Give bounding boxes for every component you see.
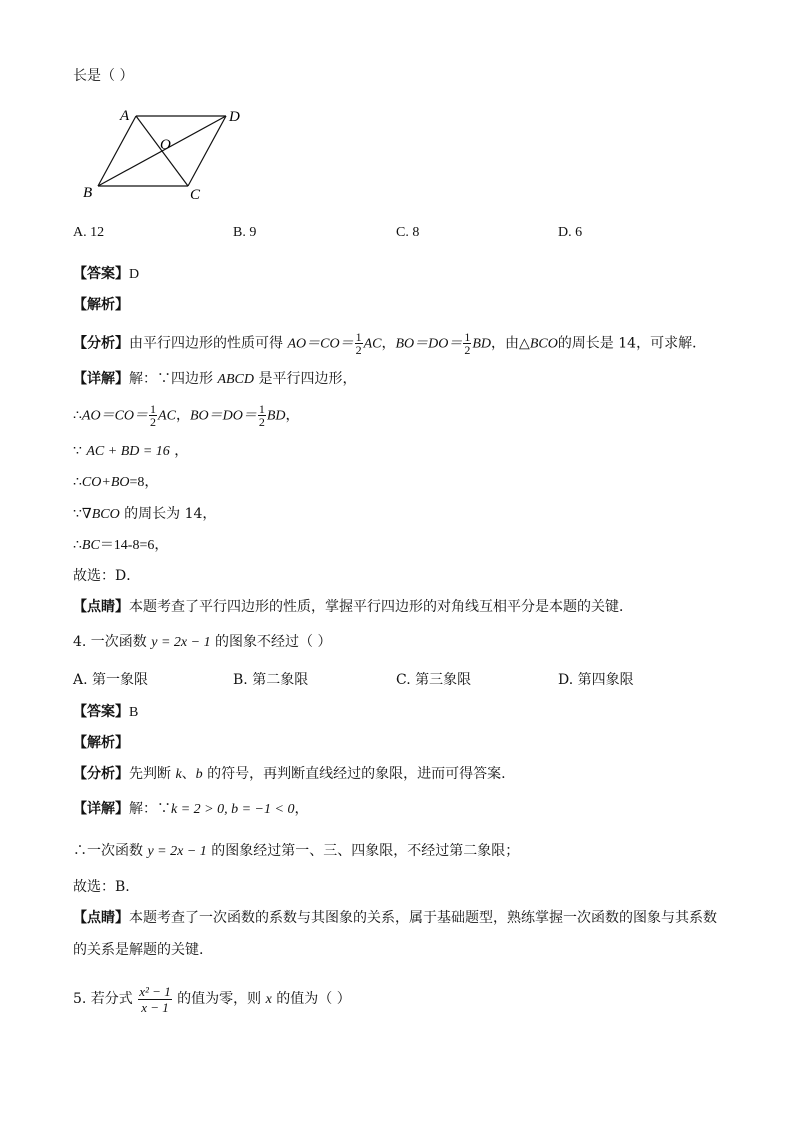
q3-option-d: D. 6 [558, 225, 583, 240]
q4-choose: 故选：B. [73, 879, 130, 895]
q3-choose: 故选：D． [73, 568, 141, 584]
q4-option-c: C. 第三象限 [396, 672, 472, 688]
q3-answer: 【答案】D [73, 266, 140, 282]
q4-fenxi: 【分析】先判断 k、b 的符号，再判断直线经过的象限，进而可得答案. [73, 766, 506, 782]
q4-dianjing-line2: 的关系是解题的关键. [73, 942, 204, 958]
parallelogram-figure [78, 100, 258, 208]
q4-dianjing-line1: 【点睛】本题考查了一次函数的系数与其图象的关系，属于基础题型，熟练掌握一次函数的图象与其系数 [73, 910, 717, 926]
q3-dianjing: 【点睛】本题考查了平行四边形的性质，掌握平行四边形的对角线互相平分是本题的关键． [73, 599, 633, 615]
q5-stem: 5. 若分式 $\frac{\text{x² − 1}}{x - 1}$ 的值为零，则 x 的值为（ ） [73, 983, 351, 1015]
q3-detail-line2: ∴AO＝CO＝ $\frac{1}{2}$ AC，BO＝DO＝ $\frac{1}{2}$ BD， [73, 402, 300, 429]
center-o-label: O [160, 137, 171, 153]
q4-answer: 【答案】B [73, 704, 139, 720]
vertex-d-label: D [229, 109, 240, 125]
q3-option-b: B. 9 [233, 225, 257, 240]
q3-detail-line5: ∵∇BCO 的周长为 14， [73, 506, 217, 522]
q5-fraction: $\frac{\text{x² − 1}}{x - 1}$ [139, 983, 171, 1015]
q4-option-a: A. 第一象限 [73, 672, 149, 688]
vertex-b-label: B [83, 185, 93, 201]
q3-option-c: C. 8 [396, 225, 420, 240]
q4-detail-line1: 【详解】解：∵k = 2 > 0, b = −1 < 0， [73, 801, 309, 817]
q4-option-d: D. 第四象限 [558, 672, 634, 688]
vertex-c-label: C [190, 187, 201, 203]
q4-option-b: B. 第二象限 [233, 672, 309, 688]
q3-detail-line6: ∴BC＝14-8=6， [73, 537, 169, 553]
q3-option-a: A. 12 [73, 225, 105, 240]
q3-detail-line3: ∵ AC + BD = 16 ， [73, 443, 189, 459]
q4-detail-line2: ∴一次函数 y = 2x − 1 的图象经过第一、三、四象限，不经过第二象限； [73, 843, 520, 859]
q3-detail-line1: 【详解】解：∵四边形 ABCD 是平行四边形， [73, 371, 357, 387]
q3-stem-tail: 长是（ ） [73, 68, 134, 84]
q4-stem: 4. 一次函数 y = 2x − 1 的图象不经过（ ） [73, 634, 332, 650]
q3-detail-line4: ∴CO+BO=8， [73, 474, 159, 490]
vertex-a-label: A [120, 108, 130, 124]
q3-analysis-label: 【解析】 [73, 297, 129, 313]
q4-analysis-label: 【解析】 [73, 735, 129, 751]
q3-fenxi: 【分析】由平行四边形的性质可得 AO＝CO＝ $\frac{1}{2}$ AC，BO＝DO＝ $\frac{1}{2}$ BD，由△BCO的周长是 14，可求解． [73, 330, 707, 357]
